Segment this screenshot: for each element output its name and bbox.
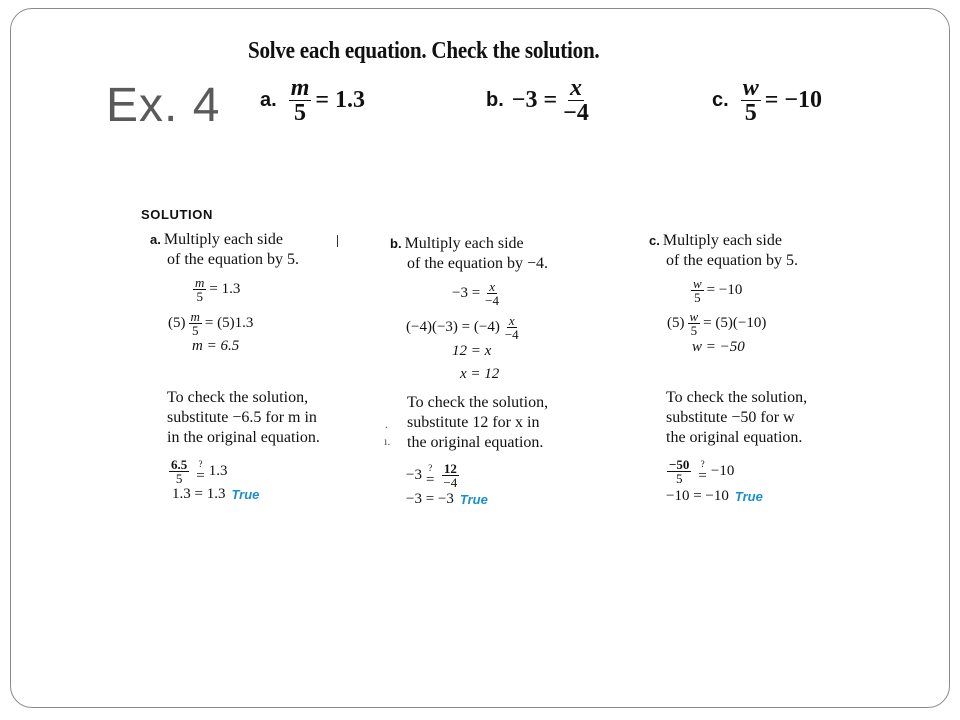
solution-b-intro: [390, 234, 548, 274]
equals-sign: =: [425, 471, 435, 488]
final-equation: −10 = −10: [666, 488, 729, 504]
step-a-label: a.: [150, 232, 161, 247]
step-a-line2: of the equation by 5.: [167, 251, 299, 268]
final-equation: 1.3 = 1.3: [172, 486, 226, 502]
solution-b-check: [407, 393, 548, 453]
fraction-numerator: 12: [443, 461, 457, 476]
equals-sign: =: [698, 467, 707, 484]
fraction-denominator: 5: [196, 289, 203, 304]
true-label: True: [231, 487, 260, 502]
solution-c-eq2: [667, 310, 766, 337]
step-c-line2: of the equation by 5.: [666, 252, 798, 269]
equation-rhs: = −10: [706, 282, 743, 298]
problem-a: [260, 76, 365, 125]
equation-factor: (5): [667, 315, 685, 331]
fraction-numerator: x: [569, 75, 582, 101]
solution-c-check: [666, 388, 807, 448]
problem-a-rhs: = 1.3: [315, 87, 366, 113]
step-c-line1: Multiply each side: [662, 232, 782, 249]
equation-rhs: 1.3: [208, 463, 228, 479]
fraction-numerator: x: [489, 279, 495, 294]
step-b-label: b.: [390, 236, 402, 251]
solution-a-eq3: m = 6.5: [192, 338, 240, 354]
step-c-label: c.: [649, 233, 660, 248]
solution-a-final: [172, 486, 259, 503]
check-c-line2: substitute −50 for w: [666, 409, 795, 426]
check-a-line3: in the original equation.: [167, 429, 320, 446]
equals-sign: =: [196, 467, 205, 484]
true-label: True: [734, 489, 763, 504]
step-a-line1: Multiply each side: [163, 231, 283, 248]
solution-b-eq3: 12 = x: [452, 343, 492, 359]
fraction-denominator: −4: [563, 100, 589, 126]
solution-c-final: [666, 488, 763, 505]
problem-b: [486, 76, 595, 125]
problem-header: Solve each equation. Check the solution.: [248, 38, 600, 64]
fraction-denominator: 5: [694, 290, 701, 305]
solution-a-eq1: [190, 276, 240, 303]
question-equals-sign: [698, 460, 706, 484]
solution-a-check: [167, 388, 320, 448]
check-a-line1: To check the solution,: [167, 389, 309, 406]
solution-c-eq3: w = −50: [692, 339, 745, 355]
solution-b-eq2: [406, 314, 524, 341]
equation-lhs: (−4)(−3) = (−4): [406, 319, 500, 335]
problem-a-fraction: [289, 76, 312, 125]
column-divider-mark: [337, 235, 338, 247]
solution-a-intro: [150, 230, 299, 270]
problem-c-fraction: [741, 76, 761, 125]
slide-title: Ex. 4: [106, 79, 221, 132]
solution-b-check-eq: [406, 462, 462, 489]
fraction-numerator: w: [689, 309, 699, 324]
problem-b-fraction: [561, 76, 591, 125]
question-mark: ?: [428, 462, 433, 473]
fraction-numerator: w: [742, 75, 759, 101]
problem-a-label: a.: [260, 89, 277, 111]
solution-a-eq2: [168, 310, 253, 337]
fraction-denominator: −4: [443, 475, 458, 490]
fraction-denominator: −4: [485, 293, 500, 308]
solution-c-check-eq: [664, 458, 734, 485]
fraction-numerator: m: [195, 275, 205, 290]
crop-artifact-mark: ı.: [384, 434, 391, 448]
solution-heading: SOLUTION: [141, 207, 213, 222]
equation-rhs: = (5)1.3: [204, 315, 254, 331]
fraction-denominator: 5: [744, 100, 757, 126]
problem-b-label: b.: [486, 89, 504, 111]
true-label: True: [459, 492, 488, 507]
problem-b-lhs: −3 =: [511, 87, 558, 113]
equation-factor: (5): [168, 315, 186, 331]
check-b-line2: substitute 12 for x in: [407, 414, 540, 431]
fraction-numerator: x: [508, 313, 515, 328]
fraction-denominator: 5: [690, 323, 698, 338]
solution-a-check-eq: [166, 458, 227, 485]
equation-lhs: −3: [406, 467, 422, 483]
fraction-numerator: −50: [669, 457, 690, 472]
step-b-line1: Multiply each side: [404, 235, 524, 252]
fraction-denominator: 5: [191, 323, 199, 338]
equation-rhs: −10: [710, 463, 735, 479]
check-a-line2: substitute −6.5 for m in: [167, 409, 317, 426]
problem-c-label: c.: [712, 89, 729, 111]
check-b-line3: the original equation.: [407, 434, 544, 451]
question-equals-sign: [196, 460, 204, 484]
fraction-numerator: w: [693, 276, 702, 291]
solution-c-eq1: [688, 277, 742, 304]
equation-rhs: = (5)(−10): [703, 315, 767, 331]
fraction-numerator: m: [290, 75, 310, 101]
question-mark: ?: [700, 458, 705, 469]
problem-c: [712, 76, 822, 125]
solution-b-final: [406, 491, 488, 508]
fraction-numerator: 6.5: [171, 457, 188, 472]
fraction-denominator: −4: [504, 327, 519, 342]
check-b-line1: To check the solution,: [407, 394, 549, 411]
check-c-line3: the original equation.: [666, 429, 803, 446]
fraction-denominator: 5: [294, 100, 307, 126]
solution-b-eq1: [452, 280, 504, 307]
solution-c-intro: [649, 231, 798, 271]
question-equals-sign: [426, 464, 434, 488]
equation-rhs: = 1.3: [209, 281, 241, 297]
question-mark: ?: [198, 458, 203, 469]
fraction-denominator: 5: [675, 471, 683, 486]
equation-lhs: −3 =: [452, 285, 481, 301]
fraction-numerator: m: [190, 309, 200, 324]
check-c-line1: To check the solution,: [666, 389, 808, 406]
final-equation: −3 = −3: [406, 491, 454, 507]
problem-c-rhs: = −10: [764, 87, 823, 113]
solution-b-eq4: x = 12: [460, 366, 500, 382]
fraction-denominator: 5: [175, 471, 183, 486]
step-b-line2: of the equation by −4.: [407, 255, 548, 272]
crop-artifact-mark: .: [385, 417, 388, 431]
